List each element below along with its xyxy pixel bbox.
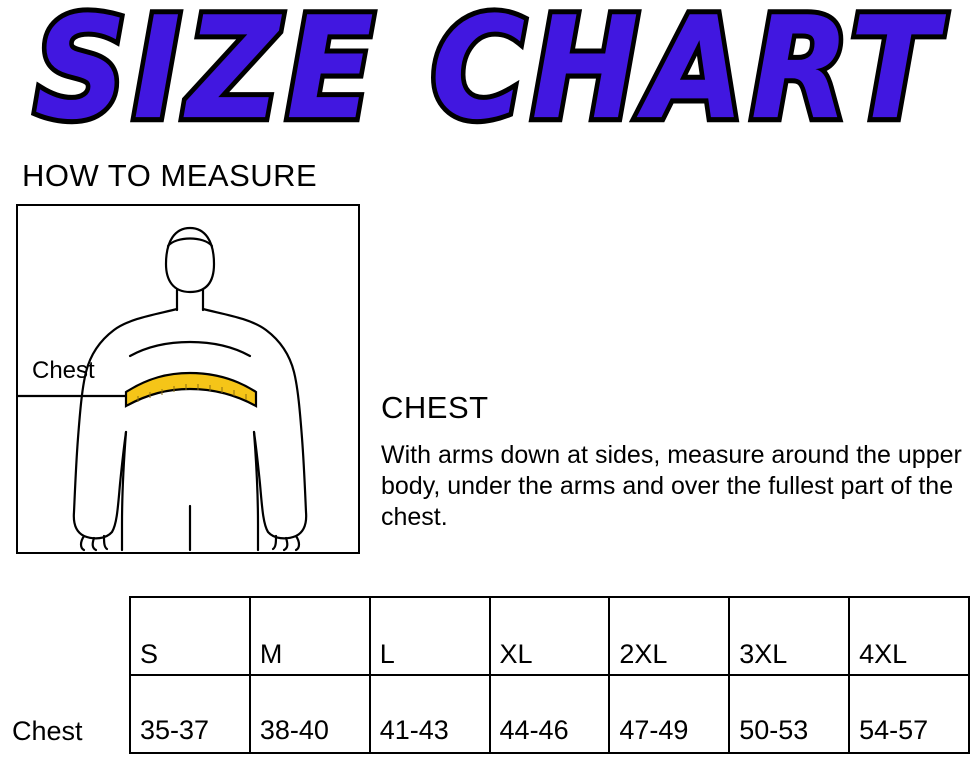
table-row xyxy=(8,675,969,753)
table-header-l: L xyxy=(370,597,490,675)
page-title-text: SIZE CHART xyxy=(34,0,944,144)
table-header-xl: XL xyxy=(490,597,610,675)
table-header-m: M xyxy=(250,597,370,675)
table-cell-chest-s: 35-37 xyxy=(130,675,250,753)
table-cell-chest-l: 41-43 xyxy=(370,675,490,753)
figure-measure-label: Chest xyxy=(32,357,95,384)
table-cell-chest-xl: 44-46 xyxy=(490,675,610,753)
table-header-s: S xyxy=(130,597,250,675)
tape-measure-icon xyxy=(126,373,256,406)
size-table xyxy=(8,596,970,754)
table-cell-chest-2xl: 47-49 xyxy=(609,675,729,753)
table-cell-chest-m: 38-40 xyxy=(250,675,370,753)
table-header-2xl: 2XL xyxy=(609,597,729,675)
table-cell-chest-3xl: 50-53 xyxy=(729,675,849,753)
chest-description-heading: CHEST xyxy=(381,390,489,425)
page-title xyxy=(0,0,978,144)
chest-description-body: With arms down at sides, measure around the upper body, under the arms and over the fullest part of the chest. xyxy=(381,441,962,531)
table-header-4xl: 4XL xyxy=(849,597,969,675)
table-cell-chest-4xl: 54-57 xyxy=(849,675,969,753)
section-heading-how-to-measure: HOW TO MEASURE xyxy=(22,158,318,193)
table-row xyxy=(8,597,969,675)
table-header-3xl: 3XL xyxy=(729,597,849,675)
table-corner-cell xyxy=(8,597,130,675)
table-row-label-chest: Chest xyxy=(12,716,83,746)
chest-description xyxy=(381,390,966,533)
size-table-wrapper xyxy=(8,596,970,754)
